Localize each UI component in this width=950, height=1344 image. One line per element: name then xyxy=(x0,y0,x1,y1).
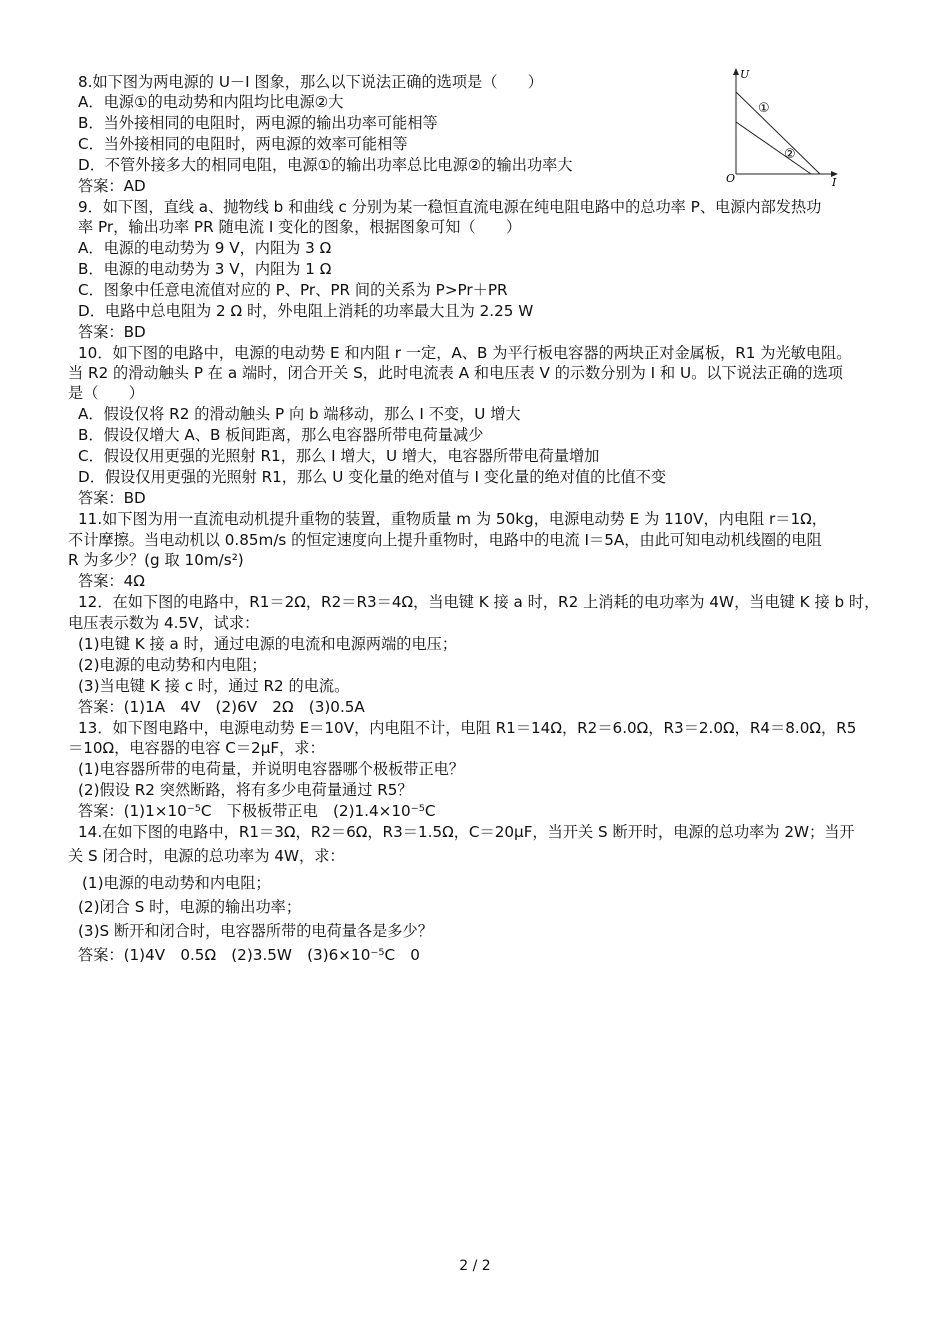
q14-answer: 答案：(1)4V 0.5Ω (2)3.5W (3)6×10⁻⁵C 0 xyxy=(78,946,420,964)
q13-stem-line2: ＝10Ω，电容器的电容 C＝2μF，求： xyxy=(68,739,325,757)
q10-stem-line1: 10．如下图的电路中，电源的电动势 E 和内阻 r 一定，A、B 为平行板电容器的两块正对金属板，R1 为光敏电阻。 xyxy=(78,344,852,362)
source-2-line xyxy=(736,122,811,174)
q9-option-c: C．图象中任意电流值对应的 P、Pr、PR 间的关系为 P>Pr＋PR xyxy=(78,281,508,299)
q10-option-b: B．假设仅增大 A、B 板间距离，那么电容器所带电荷量减少 xyxy=(78,426,484,444)
q8-stem: 8.如下图为两电源的 U－I 图象，那么以下说法正确的选项是（ ） xyxy=(78,73,543,91)
q12-part3: (3)当电键 K 接 c 时，通过 R2 的电流。 xyxy=(78,677,350,695)
q11-stem-line1: 11.如下图为用一直流电动机提升重物的装置，重物质量 m 为 50kg，电源电动势 E 为 110V，内电阻 r＝1Ω， xyxy=(78,510,827,528)
q11-stem-line2: 不计摩擦。当电动机以 0.85m/s 的恒定速度向上提升重物时，电路中的电流 I＝5A，由此可知电动机线圈的电阻 xyxy=(68,531,822,549)
page-number: 2 / 2 xyxy=(459,1258,491,1274)
q8-option-b: B．当外接相同的电阻时，两电源的输出功率可能相等 xyxy=(78,114,438,132)
u-axis-label: U xyxy=(740,68,750,81)
i-axis-label: I xyxy=(832,176,837,188)
q13-part2: (2)假设 R2 突然断路，将有多少电荷量通过 R5？ xyxy=(78,781,413,799)
q12-part1: (1)电键 K 接 a 时，通过电源的电流和电源两端的电压； xyxy=(78,635,458,653)
q10-option-c: C．假设仅用更强的光照射 R1，那么 I 增大，U 增大，电容器所带电荷量增加 xyxy=(78,447,600,465)
q8-option-c: C．当外接相同的电阻时，两电源的效率可能相等 xyxy=(78,135,408,153)
q14-stem-line2: 关 S 闭合时，电源的总功率为 4W，求： xyxy=(68,847,345,865)
q12-answer: 答案：(1)1A 4V (2)6V 2Ω (3)0.5A xyxy=(78,698,365,716)
q14-stem-line1: 14.在如下图的电路中，R1＝3Ω，R2＝6Ω，R3＝1.5Ω，C＝20μF，当开关 S 断开时，电源的总功率为 2W；当开 xyxy=(78,823,855,841)
source-1-line xyxy=(736,92,820,174)
q12-part2: (2)电源的电动势和内电阻； xyxy=(78,656,267,674)
source-1-label: ① xyxy=(758,101,770,116)
q13-stem-line1: 13．如下图电路中，电源电动势 E＝10V，内电阻不计，电阻 R1＝14Ω，R2＝6.0Ω，R3＝2.0Ω，R4＝8.0Ω，R5 xyxy=(78,719,857,737)
origin-label: O xyxy=(726,172,736,185)
q10-stem-line2: 当 R2 的滑动触头 P 在 a 端时，闭合开关 S，此时电流表 A 和电压表 V 的示数分别为 I 和 U。以下说法正确的选项 xyxy=(68,364,843,382)
q10-answer: 答案：BD xyxy=(78,489,146,507)
q11-stem-line3: R 为多少？(g 取 10m/s²) xyxy=(68,551,244,569)
q10-stem-line3: 是（ ） xyxy=(68,384,144,402)
q10-option-d: D．假设仅用更强的光照射 R1，那么 U 变化量的绝对值与 I 变化量的绝对值的比值不变 xyxy=(78,468,667,486)
q8-option-a: A．电源①的电动势和内阻均比电源②大 xyxy=(78,93,344,111)
u-i-graph xyxy=(722,66,842,188)
q9-option-d: D．电路中总电阻为 2 Ω 时，外电阻上消耗的功率最大且为 2.25 W xyxy=(78,302,534,320)
q12-stem-line1: 12．在如下图的电路中，R1＝2Ω，R2＝R3＝4Ω，当电键 K 接 a 时，R2 上消耗的电功率为 4W，当电键 K 接 b 时， xyxy=(78,593,880,611)
q14-part2: (2)闭合 S 时，电源的输出功率； xyxy=(78,898,302,916)
q13-answer: 答案：(1)1×10⁻⁵C 下极板带正电 (2)1.4×10⁻⁵C xyxy=(78,802,436,820)
q9-answer: 答案：BD xyxy=(78,323,146,341)
q9-option-b: B．电源的电动势为 3 V，内阻为 1 Ω xyxy=(78,260,332,278)
u-axis-arrow xyxy=(733,68,739,75)
q10-option-a: A．假设仅将 R2 的滑动触头 P 向 b 端移动，那么 I 不变，U 增大 xyxy=(78,405,521,423)
q8-answer: 答案：AD xyxy=(78,177,146,195)
source-2-label: ② xyxy=(784,147,796,162)
q11-answer: 答案：4Ω xyxy=(78,572,145,590)
q12-stem-line2: 电压表示数为 4.5V，试求： xyxy=(68,614,260,632)
q9-option-a: A．电源的电动势为 9 V，内阻为 3 Ω xyxy=(78,239,332,257)
q13-part1: (1)电容器所带的电荷量，并说明电容器哪个极板带正电？ xyxy=(78,760,465,778)
q8-option-d: D．不管外接多大的相同电阻，电源①的输出功率总比电源②的输出功率大 xyxy=(78,156,573,174)
q14-part1: (1)电源的电动势和内电阻； xyxy=(82,874,271,892)
q9-stem-line1: 9．如下图，直线 a、抛物线 b 和曲线 c 分别为某一稳恒直流电源在纯电阻电路中的总功率 P、电源内部发热功 xyxy=(78,198,822,216)
q9-stem-line2: 率 Pr，输出功率 PR 随电流 I 变化的图象，根据图象可知（ ） xyxy=(78,218,522,236)
q14-part3: (3)S 断开和闭合时，电容器所带的电荷量各是多少？ xyxy=(78,922,433,940)
